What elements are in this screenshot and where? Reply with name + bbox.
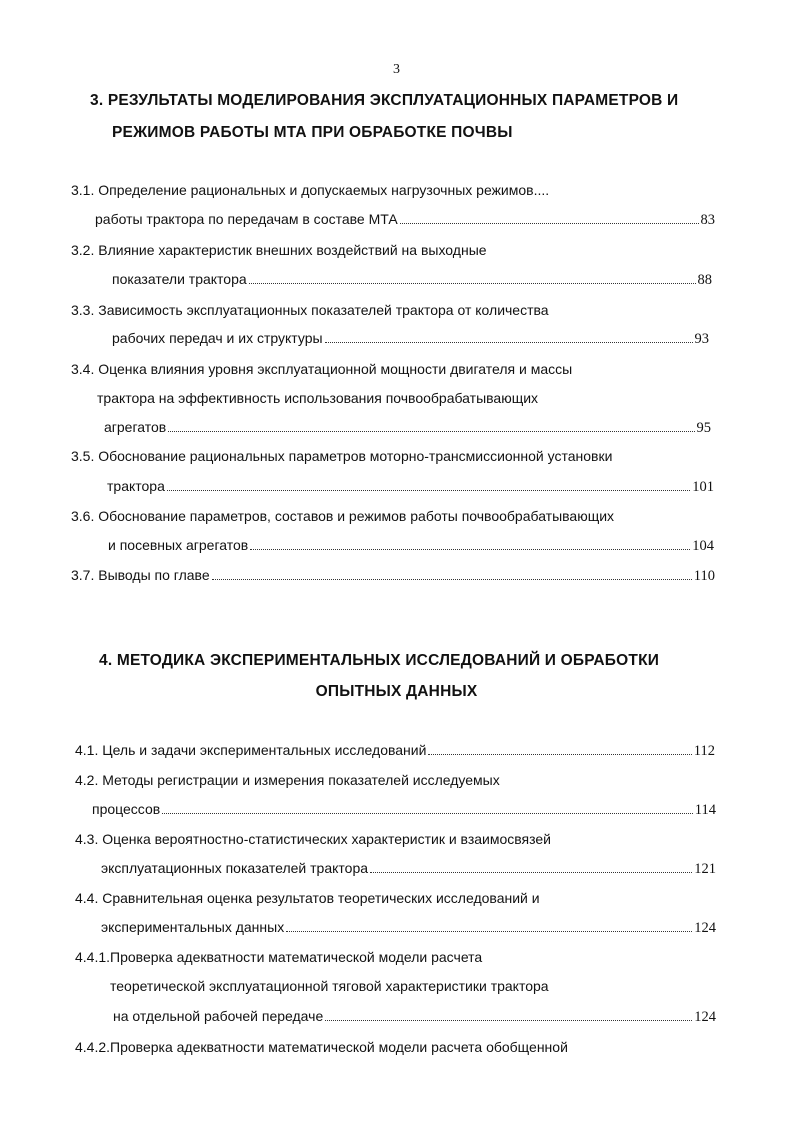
toc-entry-4-3-line-2: эксплуатационных показателей трактора [101,860,369,876]
toc-entry-4-3-line-1: 4.3. Оценка вероятностно-статистических характеристик и взаимосвязей [75,831,552,847]
toc-entry-4-1[interactable] [75,740,715,760]
toc-entry-3-2-line-2: показатели трактора [112,271,247,287]
toc-entry-3-6[interactable] [108,535,714,555]
section-4-heading-line-2: ОПЫТНЫХ ДАННЫХ [315,683,478,700]
toc-entry-3-3-page: 93 [694,331,709,347]
toc-entry-3-7-line-1: 3.7. Выводы по главе [71,567,210,583]
toc-entry-4-2-line-1: 4.2. Методы регистрации и измерения показателей исследуемых [75,772,500,788]
toc-entry-3-1-page: 83 [700,212,715,228]
toc-entry-4-4-1[interactable] [113,1006,716,1026]
dot-leader [400,209,699,224]
toc-entry-3-6-line-2: и посевных агрегатов [108,537,249,553]
toc-entry-4-1-line-1: 4.1. Цель и задачи экспериментальных исследований [75,742,427,758]
dot-leader [167,476,690,491]
section-3-heading-line-2: РЕЖИМОВ РАБОТЫ МТА ПРИ ОБРАБОТКЕ ПОЧВЫ [112,124,513,141]
toc-entry-3-6-page: 104 [692,538,714,554]
toc-entry-4-4-page: 124 [694,920,716,936]
toc-entry-4-4-1-page: 124 [694,1009,716,1025]
toc-entry-4-2[interactable] [92,799,716,819]
toc-entry-3-5-line-1: 3.5. Обоснование рациональных параметров моторно-трансмиссионной установки [71,448,613,464]
toc-entry-4-4[interactable] [101,917,716,937]
toc-entry-4-4-1-line-1: 4.4.1.Проверка адекватности математической модели расчета [75,949,483,965]
page-number: 3 [393,62,400,77]
dot-leader [168,417,694,432]
toc-entry-4-2-line-2: процессов [92,801,161,817]
toc-entry-3-5-page: 101 [692,479,714,495]
dot-leader [212,565,692,580]
toc-entry-3-5-line-2: трактора [107,478,165,494]
dot-leader [250,535,690,550]
toc-entry-3-4-line-1: 3.4. Оценка влияния уровня эксплуатационной мощности двигателя и массы [71,361,573,377]
dot-leader [370,858,692,873]
toc-entry-4-3[interactable] [101,858,716,878]
dot-leader [162,799,693,814]
dot-leader [428,740,691,755]
toc-entry-3-4-line-2: трактора на эффективность использования почвообрабатывающих [97,390,539,406]
dot-leader [286,917,692,932]
toc-entry-4-4-1-line-2: теоретической эксплуатационной тяговой характеристики трактора [110,978,549,994]
toc-entry-3-6-line-1: 3.6. Обоснование параметров, составов и режимов работы почвообрабатывающих [71,508,615,524]
toc-entry-4-4-1-line-3: на отдельной рабочей передаче [113,1008,324,1024]
toc-entry-4-4-line-2: экспериментальных данных [101,919,285,935]
toc-entry-4-1-page: 112 [693,743,715,759]
section-4-heading-line-1: 4. МЕТОДИКА ЭКСПЕРИМЕНТАЛЬНЫХ ИССЛЕДОВАНИЙ И ОБРАБОТКИ [99,652,660,669]
toc-entry-3-3-line-2: рабочих передач и их структуры [112,330,323,346]
toc-entry-4-4-line-1: 4.4. Сравнительная оценка результатов теоретических исследований и [75,890,540,906]
toc-entry-3-1[interactable] [95,209,715,229]
toc-entry-3-5[interactable] [107,476,714,496]
toc-entry-3-2-line-1: 3.2. Влияние характеристик внешних воздействий на выходные [71,242,487,258]
toc-entry-4-4-2-line-1: 4.4.2.Проверка адекватности математической модели расчета обобщенной [75,1039,568,1055]
toc-entry-3-4[interactable] [104,417,711,437]
section-3-heading-line-1: 3. РЕЗУЛЬТАТЫ МОДЕЛИРОВАНИЯ ЭКСПЛУАТАЦИОННЫХ ПАРАМЕТРОВ И [90,92,679,109]
toc-entry-3-3[interactable] [112,328,709,348]
dot-leader [249,269,696,284]
dot-leader [325,328,693,343]
toc-entry-3-2-page: 88 [697,272,712,288]
toc-entry-3-7[interactable] [71,565,715,585]
toc-entry-3-3-line-1: 3.3. Зависимость эксплуатационных показателей трактора от количества [71,302,549,318]
toc-entry-4-2-page: 114 [694,802,716,818]
toc-entry-3-2[interactable] [112,269,712,289]
toc-entry-3-4-page: 95 [696,420,711,436]
toc-entry-3-1-line-2: работы трактора по передачам в составе МТА [95,211,398,227]
toc-entry-3-1-line-1: 3.1. Определение рациональных и допускаемых нагрузочных режимов.... [71,182,550,198]
toc-entry-3-7-page: 110 [693,568,715,584]
dot-leader [325,1006,692,1021]
toc-entry-4-3-page: 121 [694,861,716,877]
toc-entry-3-4-line-3: агрегатов [104,419,167,435]
